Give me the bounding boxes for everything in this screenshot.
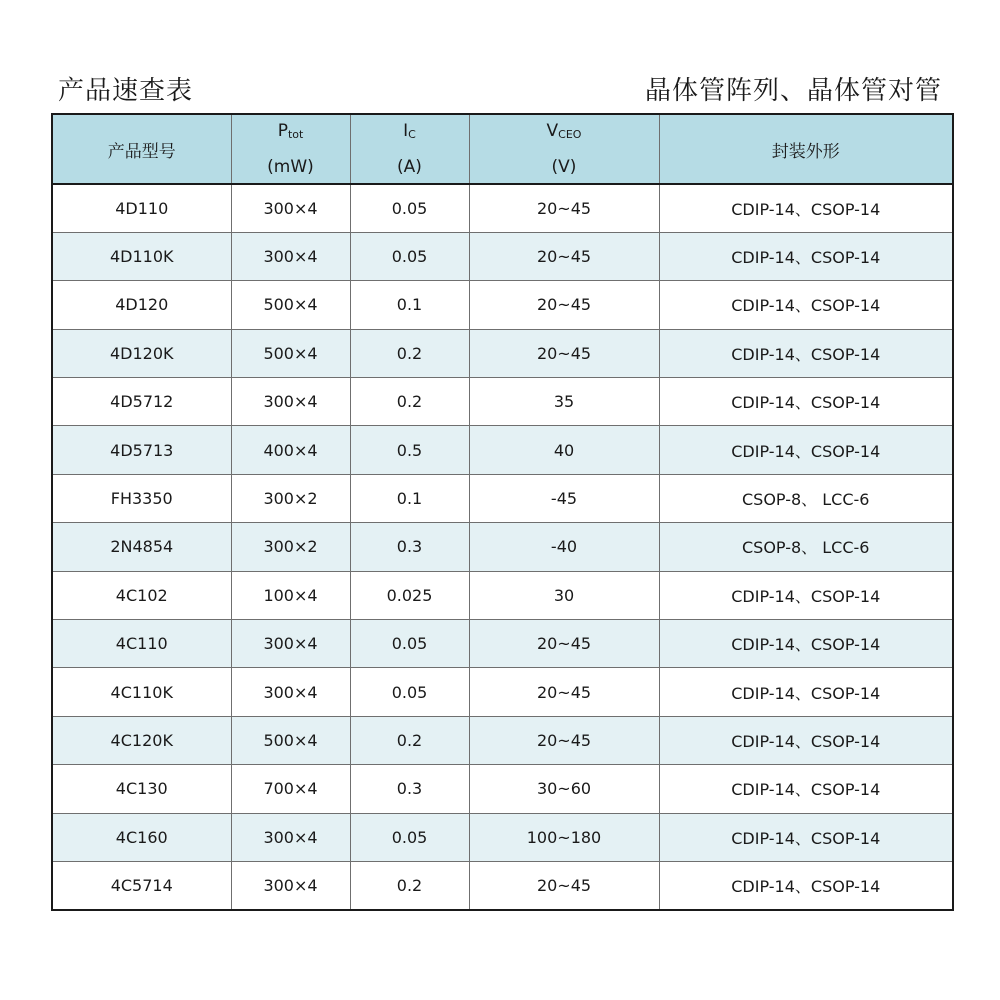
cell-ptot: 300×4 — [231, 620, 350, 668]
cell-vceo: 100~180 — [469, 813, 659, 861]
table-row — [52, 232, 953, 280]
cell-ic: 0.05 — [350, 813, 469, 861]
header-package: 封装外形 — [659, 114, 953, 184]
table-row — [52, 281, 953, 329]
cell-vceo: 20~45 — [469, 232, 659, 280]
cell-vceo: 20~45 — [469, 184, 659, 232]
cell-model: 4C120K — [52, 716, 231, 764]
table-row — [52, 813, 953, 861]
header-ptot-subscript: tot — [287, 128, 304, 141]
table-row — [52, 184, 953, 232]
cell-vceo: 20~45 — [469, 716, 659, 764]
table-row — [52, 861, 953, 909]
header-ic-symbol: I — [403, 121, 409, 141]
table-header-row — [52, 114, 953, 184]
cell-model: 4C110K — [52, 668, 231, 716]
cell-vceo: 20~45 — [469, 329, 659, 377]
cell-ptot: 100×4 — [231, 571, 350, 619]
cell-vceo: 35 — [469, 378, 659, 426]
cell-ic: 0.2 — [350, 861, 469, 909]
header-vceo-subscript: CEO — [558, 128, 582, 141]
cell-vceo: -40 — [469, 523, 659, 571]
header-vceo-symbol: V — [546, 121, 559, 141]
cell-ic: 0.05 — [350, 184, 469, 232]
cell-package: CDIP-14、CSOP-14 — [659, 861, 953, 909]
cell-ptot: 300×4 — [231, 668, 350, 716]
cell-model: 4C110 — [52, 620, 231, 668]
header-ic — [350, 114, 469, 184]
cell-ptot: 300×4 — [231, 232, 350, 280]
cell-ic: 0.05 — [350, 620, 469, 668]
table-row — [52, 474, 953, 522]
cell-ptot: 300×2 — [231, 474, 350, 522]
cell-ic: 0.05 — [350, 232, 469, 280]
cell-ptot: 300×4 — [231, 813, 350, 861]
table-row — [52, 716, 953, 764]
table-row — [52, 571, 953, 619]
cell-ic: 0.3 — [350, 765, 469, 813]
header-ic-subscript: C — [408, 128, 416, 141]
table-row — [52, 668, 953, 716]
header-ptot-unit: (mW) — [267, 157, 314, 177]
table-row — [52, 765, 953, 813]
page-title: 产品速查表 — [58, 76, 194, 106]
product-table — [51, 113, 954, 911]
cell-model: 4D120 — [52, 281, 231, 329]
header-ptot — [231, 114, 350, 184]
cell-ic: 0.025 — [350, 571, 469, 619]
cell-ic: 0.05 — [350, 668, 469, 716]
cell-model: 2N4854 — [52, 523, 231, 571]
cell-ptot: 700×4 — [231, 765, 350, 813]
cell-vceo: 20~45 — [469, 281, 659, 329]
cell-vceo: 20~45 — [469, 668, 659, 716]
cell-vceo: 20~45 — [469, 861, 659, 909]
cell-model: 4D120K — [52, 329, 231, 377]
cell-ptot: 300×2 — [231, 523, 350, 571]
cell-ic: 0.1 — [350, 281, 469, 329]
cell-model: 4D110K — [52, 232, 231, 280]
cell-model: 4D5712 — [52, 378, 231, 426]
cell-ic: 0.1 — [350, 474, 469, 522]
header-model: 产品型号 — [52, 114, 231, 184]
cell-ic: 0.3 — [350, 523, 469, 571]
cell-vceo: 40 — [469, 426, 659, 474]
cell-vceo: 30~60 — [469, 765, 659, 813]
cell-ptot: 300×4 — [231, 184, 350, 232]
cell-ptot: 300×4 — [231, 861, 350, 909]
cell-vceo: -45 — [469, 474, 659, 522]
cell-model: 4C160 — [52, 813, 231, 861]
header-vceo-unit: (V) — [551, 157, 577, 177]
cell-ptot: 500×4 — [231, 281, 350, 329]
table-row — [52, 523, 953, 571]
cell-vceo: 20~45 — [469, 620, 659, 668]
cell-package: CDIP-14、CSOP-14 — [659, 620, 953, 668]
page-subtitle: 晶体管阵列、晶体管对管 — [644, 76, 942, 106]
header-ic-unit: (A) — [397, 157, 422, 177]
header-vceo — [469, 114, 659, 184]
cell-package: CDIP-14、CSOP-14 — [659, 329, 953, 377]
cell-ptot: 300×4 — [231, 378, 350, 426]
cell-model: 4C130 — [52, 765, 231, 813]
cell-ptot: 400×4 — [231, 426, 350, 474]
cell-package: CDIP-14、CSOP-14 — [659, 426, 953, 474]
cell-package: CDIP-14、CSOP-14 — [659, 281, 953, 329]
cell-model: 4D110 — [52, 184, 231, 232]
cell-model: FH3350 — [52, 474, 231, 522]
cell-package: CSOP-8、 LCC-6 — [659, 474, 953, 522]
cell-package: CDIP-14、CSOP-14 — [659, 813, 953, 861]
table-row — [52, 426, 953, 474]
cell-ic: 0.2 — [350, 716, 469, 764]
cell-package: CDIP-14、CSOP-14 — [659, 378, 953, 426]
table-row — [52, 620, 953, 668]
cell-ptot: 500×4 — [231, 329, 350, 377]
cell-ic: 0.2 — [350, 329, 469, 377]
cell-ic: 0.5 — [350, 426, 469, 474]
table-body — [52, 184, 953, 910]
cell-package: CDIP-14、CSOP-14 — [659, 184, 953, 232]
cell-model: 4C102 — [52, 571, 231, 619]
cell-package: CSOP-8、 LCC-6 — [659, 523, 953, 571]
cell-package: CDIP-14、CSOP-14 — [659, 571, 953, 619]
cell-ic: 0.2 — [350, 378, 469, 426]
cell-package: CDIP-14、CSOP-14 — [659, 232, 953, 280]
cell-package: CDIP-14、CSOP-14 — [659, 765, 953, 813]
table-row — [52, 378, 953, 426]
cell-package: CDIP-14、CSOP-14 — [659, 668, 953, 716]
header-ptot-symbol: P — [277, 121, 288, 141]
cell-vceo: 30 — [469, 571, 659, 619]
table-row — [52, 329, 953, 377]
cell-ptot: 500×4 — [231, 716, 350, 764]
cell-package: CDIP-14、CSOP-14 — [659, 716, 953, 764]
cell-model: 4C5714 — [52, 861, 231, 909]
cell-model: 4D5713 — [52, 426, 231, 474]
